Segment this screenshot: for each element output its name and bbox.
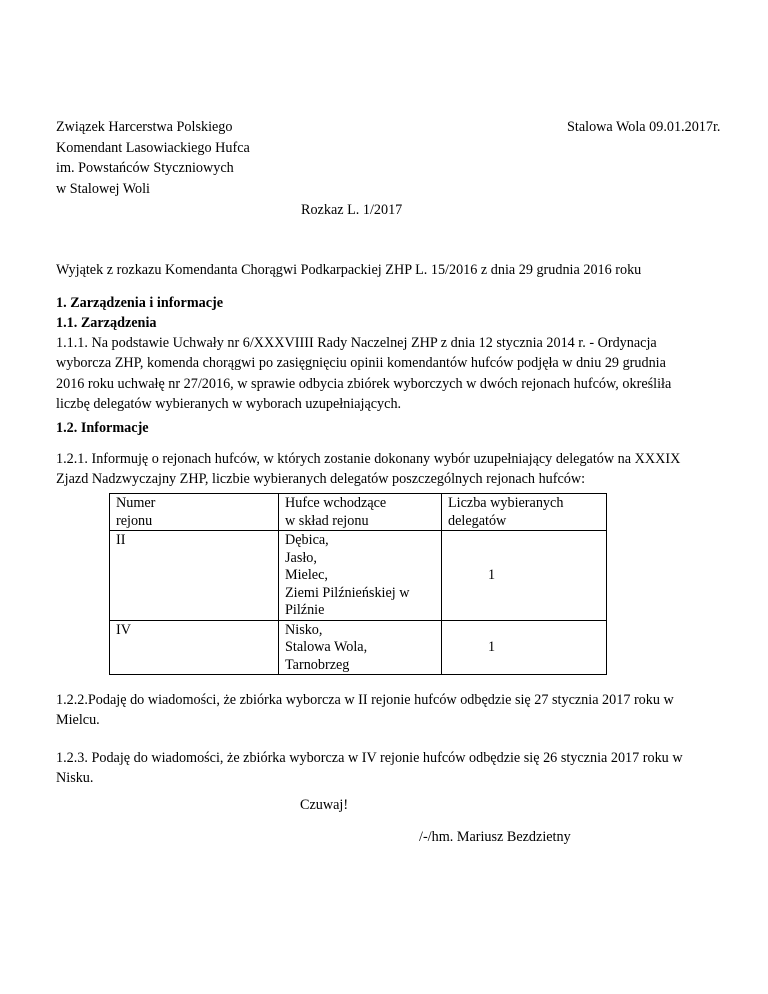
delegates-cell: 1 [442, 620, 607, 675]
text-line: 1.1.1. Na podstawie Uchwały nr 6/XXXVIIII Rady Naczelnej ZHP z dnia 12 stycznia 2014 r. - Ordynacja [56, 335, 657, 351]
section-heading: 1. Zarządzenia i informacje [56, 295, 224, 311]
paragraph-1-2-1 [56, 449, 680, 489]
signature-line: /-/hm. Mariusz Bezdzietny [419, 829, 571, 845]
text-line: 1.2.1. Informuję o rejonach hufców, w których zostanie dokonany wybór uzupełniający delegatów na XXXIX [56, 451, 681, 467]
issuer-line: w Stalowej Woli [56, 180, 150, 197]
text-line: Mielcu. [56, 712, 100, 728]
districts-cell: Dębica, Jasło, Mielec, Ziemi Pilźnieńskiej w Pilźnie [279, 531, 442, 621]
issuer-line: Komendant Lasowiackiego Hufca [56, 139, 250, 156]
excerpt-line: Wyjątek z rozkazu Komendanta Chorągwi Podkarpackiej ZHP L. 15/2016 z dnia 29 grudnia 2016 roku [56, 262, 642, 278]
subsection-heading-orders: 1.1. Zarządzenia [56, 315, 157, 331]
text-line: liczbę delegatów wybieranych w wyborach uzupełniających. [56, 395, 402, 412]
paragraph-1-2-3 [56, 748, 683, 788]
place-date: Stalowa Wola 09.01.2017r. [567, 119, 721, 135]
table-row [110, 531, 607, 621]
districts-cell: Nisko, Stalowa Wola, Tarnobrzeg [279, 620, 442, 675]
issuer-line: Związek Harcerstwa Polskiego [56, 119, 233, 135]
paragraph-1-2-2 [56, 690, 674, 730]
text-line: wyborcza ZHP, komenda chorągwi po zasięgnięciu opinii komendantów hufców podjęła w dniu 29 grudnia [56, 355, 666, 372]
region-cell: IV [110, 620, 279, 675]
delegates-cell: 1 [442, 531, 607, 621]
text-line: 1.2.2.Podaję do wiadomości, że zbiórka wyborcza w II rejonie hufców odbędzie się 27 stycznia 2017 roku w [56, 692, 674, 708]
order-title: Rozkaz L. 1/2017 [301, 202, 403, 218]
header-cell-region: Numer rejonu [110, 494, 279, 531]
text-line: Nisku. [56, 770, 94, 786]
header-cell-districts: Hufce wchodzące w skład rejonu [279, 494, 442, 531]
closing-salutation: Czuwaj! [300, 797, 349, 813]
table-header-row [110, 494, 607, 531]
issuer-line: im. Powstańców Styczniowych [56, 160, 234, 176]
header-cell-delegates: Liczba wybieranych delegatów [442, 494, 607, 531]
issuer-block [56, 117, 250, 199]
table-row [110, 620, 607, 675]
text-line: 1.2.3. Podaję do wiadomości, że zbiórka wyborcza w IV rejonie hufców odbędzie się 26 stycznia 2017 roku w [56, 750, 683, 766]
region-cell: II [110, 531, 279, 621]
subsection-heading-information: 1.2. Informacje [56, 420, 149, 436]
paragraph-1-1-1 [56, 333, 671, 414]
text-line: 2016 roku uchwałę nr 27/2016, w sprawie odbycia zbiórek wyborczych w dwóch rejonach hufców, określiła [56, 375, 672, 392]
text-line: Zjazd Nadzwyczajny ZHP, liczbie wybieranych delegatów poszczególnych rejonach hufców: [56, 471, 586, 487]
delegates-table [109, 493, 607, 675]
